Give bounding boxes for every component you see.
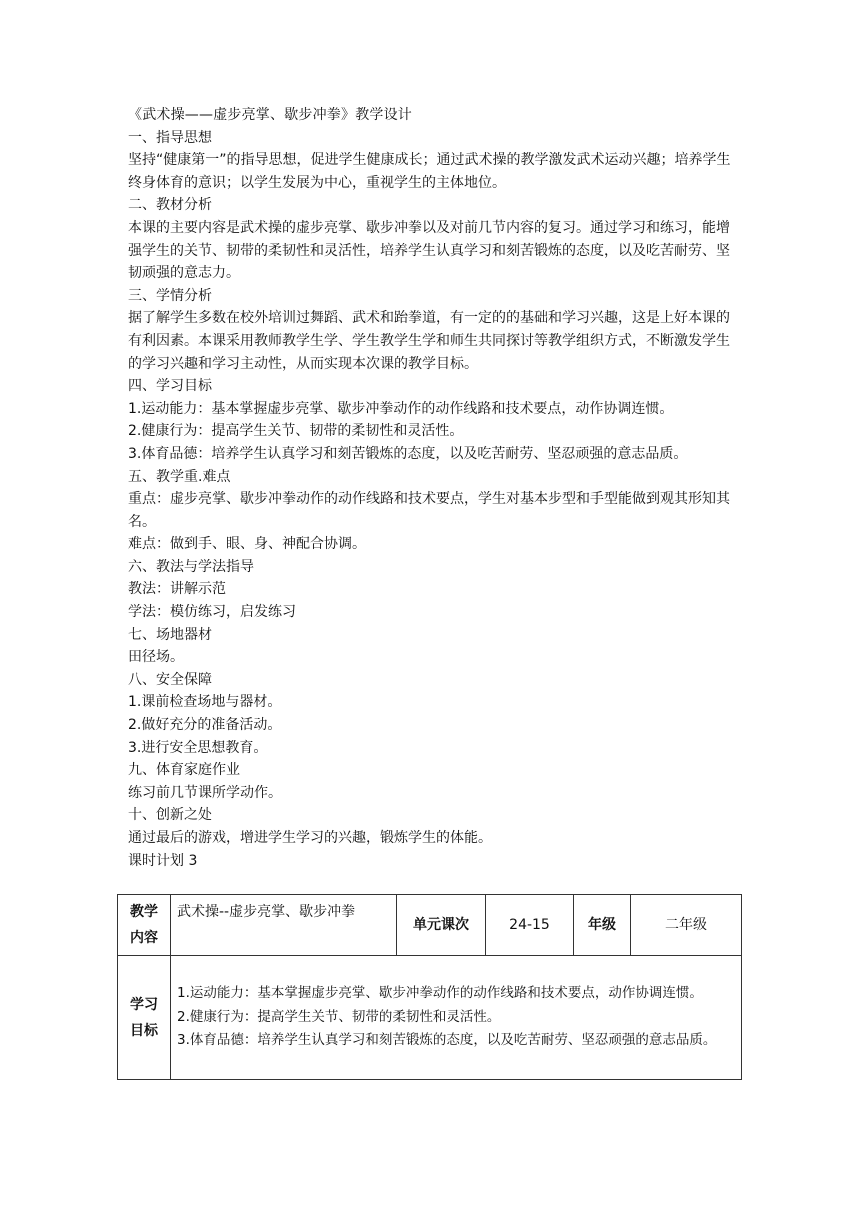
goals-cell (171, 956, 742, 1080)
section-paragraph: 2.做好充分的准备活动。 (128, 717, 282, 734)
section-paragraph: 重点：虚步亮掌、歇步冲拳动作的动作线路和技术要点，学生对基本步型和手型能做到观其形知其名。 (128, 491, 730, 530)
goals-header-cell (118, 956, 171, 1080)
section-heading: 七、场地器材 (128, 626, 212, 643)
lesson-plan-table (117, 894, 742, 1080)
goal-item: 2.健康行为：提高学生关节、韧带的柔韧性和灵活性。 (177, 1008, 501, 1025)
unit-value-cell (486, 895, 574, 956)
goals-header: 学习目标 (130, 996, 158, 1039)
section-heading: 九、体育家庭作业 (128, 762, 240, 779)
grade-header: 年级 (588, 917, 616, 933)
section-paragraph: 学法：模仿练习，启发练习 (128, 604, 296, 621)
document-title: 《武术操——虚步亮掌、歇步冲拳》教学设计 (128, 107, 412, 123)
goal-item: 1.运动能力：基本掌握虚步亮掌、歇步冲拳动作的动作线路和技术要点，动作协调连惯。 (177, 985, 703, 1002)
grade-header-cell (574, 895, 631, 956)
section-paragraph: 通过最后的游戏，增进学生学习的兴趣，锻炼学生的体能。 (128, 830, 492, 846)
section-paragraph: 难点：做到手、眼、身、神配合协调。 (128, 536, 366, 553)
grade-value-cell (631, 895, 742, 956)
section-heading: 五、教学重.难点 (128, 468, 231, 485)
section-heading: 六、教法与学法指导 (128, 558, 254, 575)
section-paragraph: 练习前几节课所学动作。 (128, 784, 282, 801)
content-value-cell (171, 895, 397, 956)
section-heading: 四、学习目标 (128, 378, 212, 395)
section-paragraph: 坚持“健康第一”的指导思想，促进学生健康成长；通过武术操的教学激发武术运动兴趣；培养学生终身体育的意识；以学生发展为中心，重视学生的主体地位。 (128, 152, 731, 191)
table-row (118, 895, 742, 956)
section-heading: 十、创新之处 (128, 807, 212, 824)
section-paragraph: 3.体育品德：培养学生认真学习和刻苦锻炼的态度，以及吃苦耐劳、坚忍顽强的意志品质。 (128, 445, 688, 462)
section-paragraph: 3.进行安全思想教育。 (128, 739, 268, 756)
unit-header-cell (397, 895, 486, 956)
section-paragraph: 据了解学生多数在校外培训过舞蹈、武术和跆拳道，有一定的的基础和学习兴趣，这是上好本课的有利因素。本课采用教师教学生学、学生教学生学和师生共同探讨等教学组织方式，不断激发学生的学习兴趣和学习主动性，从而实现本次课的教学目标。 (128, 310, 730, 372)
plan-label: 课时计划 3 (128, 852, 198, 869)
unit-value: 24-15 (509, 917, 550, 933)
content-value: 武术操--虚步亮掌、歇步冲拳 (177, 904, 356, 920)
grade-value: 二年级 (665, 917, 707, 933)
unit-header: 单元课次 (413, 917, 469, 933)
section-paragraph: 田径场。 (128, 649, 184, 666)
content-header-cell (118, 895, 171, 956)
section-paragraph: 1.课前检查场地与器材。 (128, 694, 282, 711)
section-heading: 三、学情分析 (128, 287, 212, 304)
section-paragraph: 1.运动能力：基本掌握虚步亮掌、歇步冲拳动作的动作线路和技术要点，动作协调连惯。 (128, 400, 674, 417)
section-paragraph: 本课的主要内容是武术操的虚步亮掌、歇步冲拳以及对前几节内容的复习。通过学习和练习，能增强学生的关节、韧带的柔韧性和灵活性，培养学生认真学习和刻苦锻炼的态度，以及吃苦耐劳、坚韧顽强的意志力。 (128, 219, 730, 282)
goal-item: 3.体育品德：培养学生认真学习和刻苦锻炼的态度，以及吃苦耐劳、坚忍顽强的意志品质。 (177, 1032, 717, 1049)
content-header: 教学内容 (130, 904, 158, 946)
section-heading: 八、安全保障 (128, 671, 212, 688)
section-paragraph: 2.健康行为：提高学生关节、韧带的柔韧性和灵活性。 (128, 423, 464, 440)
section-heading: 二、教材分析 (128, 197, 212, 214)
section-paragraph: 教法：讲解示范 (128, 581, 226, 598)
document-body (128, 104, 740, 872)
table-row (118, 956, 742, 1080)
section-heading: 一、指导思想 (128, 129, 212, 146)
